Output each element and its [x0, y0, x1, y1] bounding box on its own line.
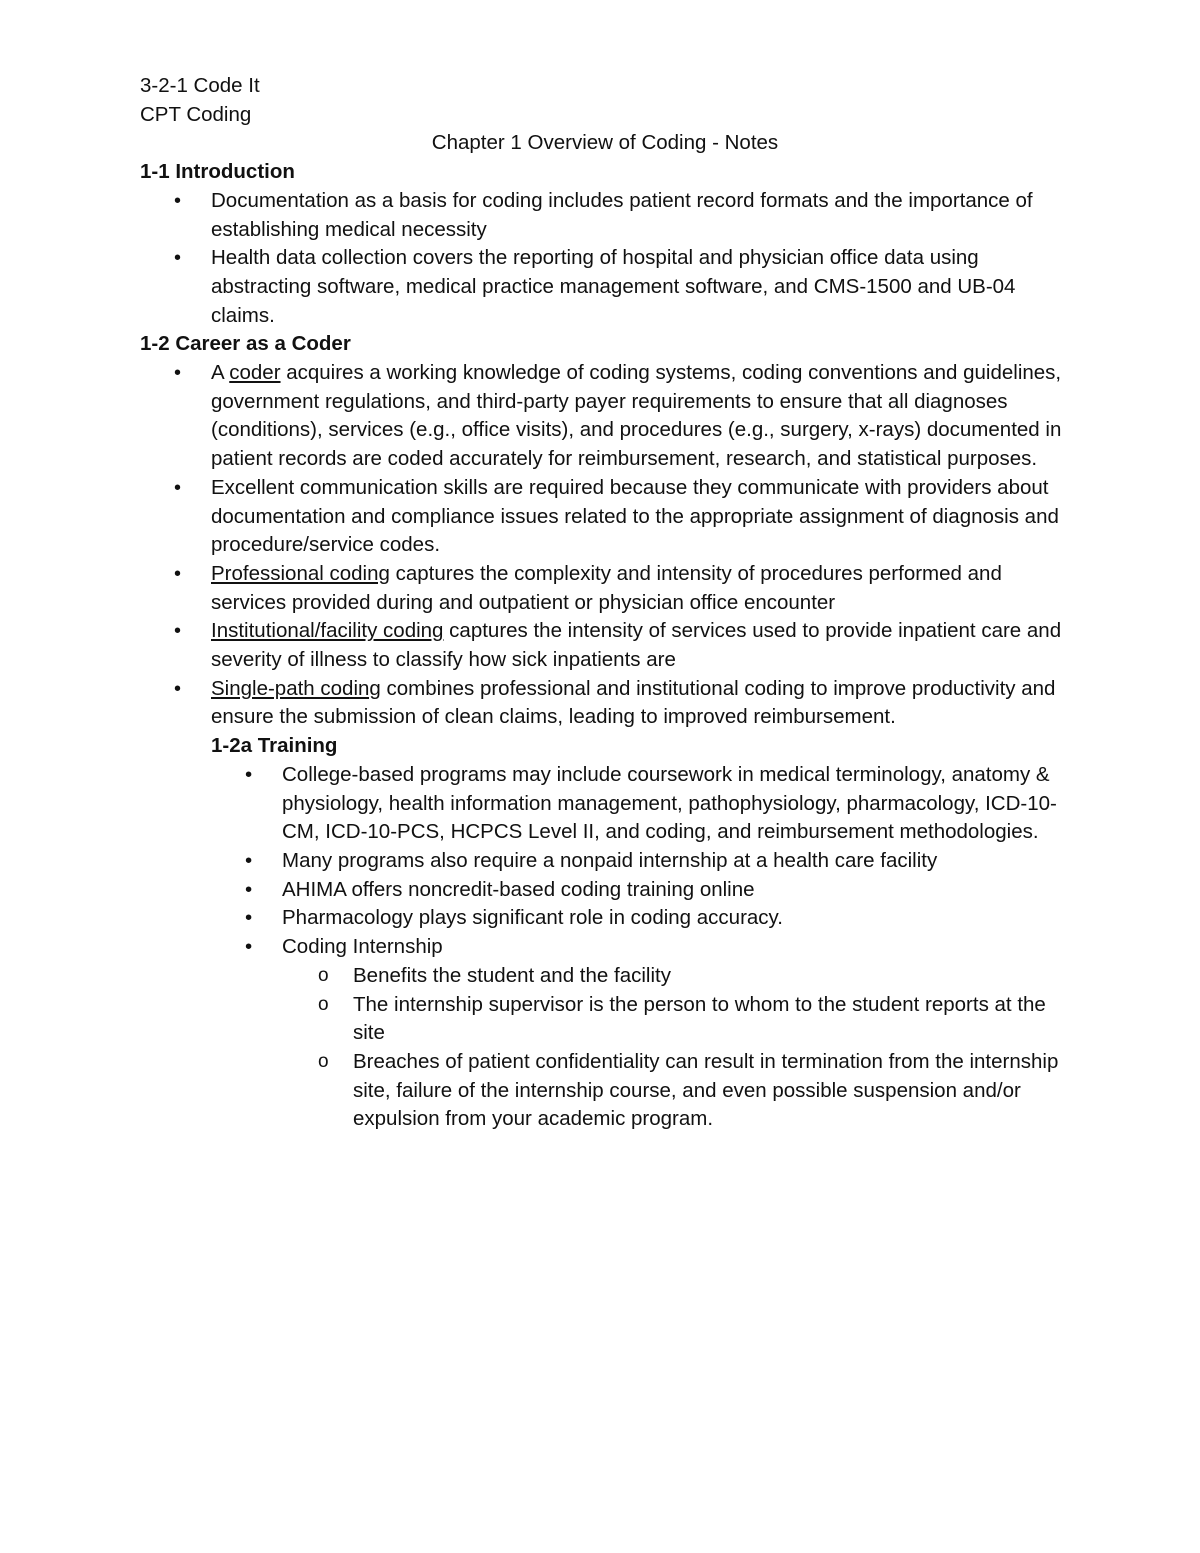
bullet-icon: •	[245, 762, 253, 786]
bullet-icon: •	[174, 362, 182, 385]
course-name: 3-2-1 Code It	[140, 74, 260, 97]
section-heading-career: 1-2 Career as a Coder	[140, 332, 351, 356]
list-item	[140, 474, 1070, 560]
list-item-text: Coding Internship	[282, 935, 443, 959]
text-run: captures the complexity and intensity of procedures performed and services provided during and outpatient or physician office encounter	[211, 561, 1002, 614]
bullet-icon: •	[174, 476, 182, 499]
list-item	[140, 876, 1070, 905]
list-item	[140, 1048, 1070, 1134]
list-item	[140, 675, 1070, 732]
list-item	[140, 244, 1070, 330]
list-item-text: AHIMA offers noncredit-based coding training online	[282, 877, 755, 901]
list-item-text	[211, 677, 1055, 729]
bullet-icon: •	[245, 935, 253, 959]
list-item-text: Breaches of patient confidentiality can result in termination from the internship site, failure of the internship course, and even possible suspension and/or expulsion from your academic program.	[353, 1049, 1059, 1131]
list-item	[140, 359, 1070, 474]
list-item	[140, 991, 1070, 1048]
list-item-text: Documentation as a basis for coding includes patient record formats and the importance of establishing medical necessity	[211, 188, 1033, 241]
bullet-icon: •	[174, 189, 182, 212]
list-item	[140, 847, 1070, 876]
bullet-icon: •	[245, 877, 253, 901]
page-title: Chapter 1 Overview of Coding - Notes	[431, 131, 779, 155]
term-professional-coding: Professional coding	[211, 561, 390, 585]
circle-bullet-icon: o	[318, 964, 329, 986]
training-list	[140, 761, 1070, 962]
list-item-text	[211, 562, 1002, 614]
circle-bullet-icon: o	[318, 993, 329, 1015]
career-list	[140, 359, 1070, 732]
list-item-text: College-based programs may include coursework in medical terminology, anatomy & physiology, health information management, pathophysiology, pharmacology, ICD-10-CM, ICD-10-PCS, HCPCS Level II, and coding, and reimbursement methodologies.	[282, 762, 1057, 844]
term-single-path-coding: Single-path coding	[211, 676, 381, 700]
bullet-icon: •	[245, 906, 253, 930]
bullet-icon: •	[174, 677, 182, 700]
list-item-text: Benefits the student and the facility	[353, 963, 671, 987]
term-coder: coder	[229, 361, 281, 385]
circle-bullet-icon: o	[318, 1050, 329, 1072]
term-institutional-coding: Institutional/facility coding	[211, 619, 444, 643]
text-run: combines professional and institutional coding to improve productivity and ensure the submission of clean claims, leading to improved reimbursement.	[211, 676, 1056, 729]
list-item	[140, 933, 1070, 962]
bullet-icon: •	[245, 848, 253, 872]
list-item-text: Pharmacology plays significant role in coding accuracy.	[282, 906, 783, 930]
text-run: A	[211, 361, 230, 385]
course-subtitle: CPT Coding	[140, 102, 252, 126]
list-item-text: Excellent communication skills are required because they communicate with providers about documentation and compliance issues related to the appropriate assignment of diagnosis and procedure/service codes.	[211, 475, 1059, 557]
internship-list	[140, 962, 1070, 1134]
list-item	[140, 904, 1070, 933]
text-run: acquires a working knowledge of coding systems, coding conventions and guidelines, government regulations, and third-party payer requirements to ensure that all diagnoses (conditions), services (e.g., office visits), and procedures (e.g., surgery, x-rays) documented in patient records are coded accurately for reimbursement, research, and statistical purposes.	[211, 361, 1062, 471]
section-heading-introduction: 1-1 Introduction	[140, 160, 295, 184]
list-item-text: Many programs also require a nonpaid internship at a health care facility	[282, 848, 938, 872]
list-item-text	[211, 361, 1061, 470]
document-page	[140, 72, 1070, 1134]
list-item	[140, 617, 1070, 674]
list-item	[140, 187, 1070, 244]
bullet-icon: •	[174, 620, 182, 643]
subsection-heading-training: 1-2a Training	[211, 734, 338, 758]
introduction-list	[140, 187, 1070, 331]
list-item-text	[211, 619, 1061, 671]
list-item-text: The internship supervisor is the person to whom to the student reports at the site	[353, 992, 1046, 1045]
list-item	[140, 962, 1070, 991]
bullet-icon: •	[174, 562, 182, 585]
list-item	[140, 560, 1070, 617]
bullet-icon: •	[174, 247, 182, 270]
text-run: captures the intensity of services used to provide inpatient care and severity of illness to classify how sick inpatients are	[211, 619, 1062, 672]
list-item-text: Health data collection covers the reporting of hospital and physician office data using abstracting software, medical practice management software, and CMS-1500 and UB-04 claims.	[211, 246, 1016, 327]
list-item	[140, 761, 1070, 847]
